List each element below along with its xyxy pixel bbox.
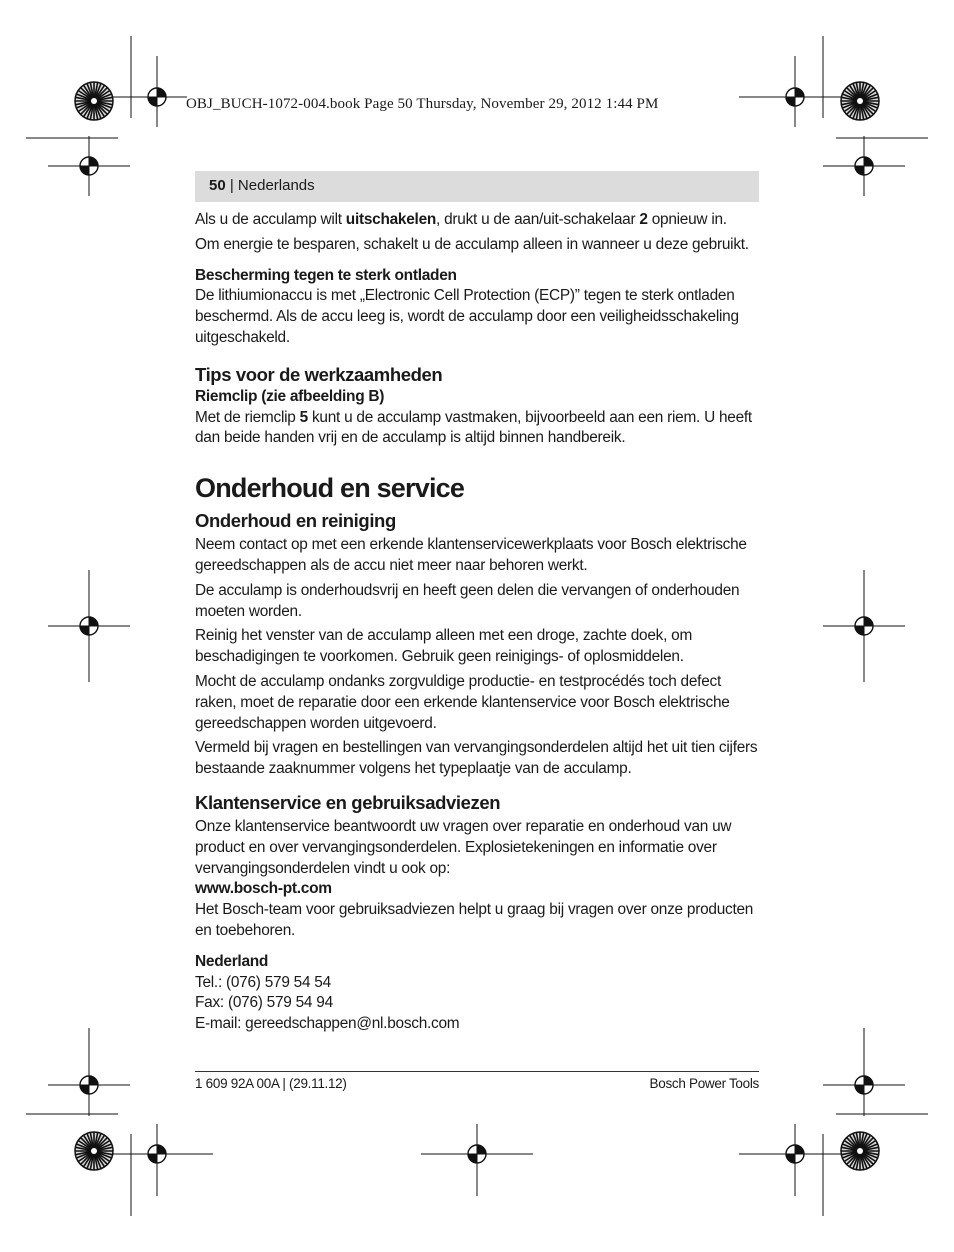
contact-country: Nederland — [195, 952, 269, 970]
star-target-icon — [841, 1132, 879, 1170]
contact-tel: Tel.: (076) 579 54 54 — [195, 973, 331, 991]
running-header — [195, 171, 759, 202]
save-energy-paragraph: Om energie te besparen, schakelt u de acculamp alleen in wanneer u deze gebruikt. — [195, 235, 749, 253]
page-body — [195, 210, 761, 1035]
header-separator: | — [225, 177, 238, 194]
contact-fax: Fax: (076) 579 54 94 — [195, 994, 333, 1012]
beltclip-heading: Riemclip (zie afbeelding B) — [195, 387, 385, 405]
star-target-icon — [841, 82, 879, 120]
cleaning-paragraph-4: Mocht de acculamp ondanks zorgvuldige productie- en testprocédés toch defect raken, moet de reparatie door een erkende klantenservice voor Bosch elektrische gereedschappen worden uitgevoerd. — [195, 672, 730, 732]
star-target-icon — [75, 1132, 113, 1170]
cleaning-paragraph-3: Reinig het venster van de acculamp alleen met een droge, zachte doek, om beschadigingen te voorkomen. Gebruik geen reinigings- of oplosmiddelen. — [195, 627, 693, 666]
service-team-paragraph: Het Bosch-team voor gebruiksadviezen helpt u graag bij vragen over onze producten en toebehoren. — [195, 901, 754, 939]
maintenance-title: Onderhoud en service — [195, 473, 465, 504]
section-name: Nederlands — [237, 177, 315, 194]
slug-line: OBJ_BUCH-1072-004.book Page 50 Thursday, November 29, 2012 1:44 PM — [186, 96, 659, 112]
beltclip-paragraph: Met de riemclip 5 kunt u de acculamp vastmaken, bijvoorbeeld aan een riem. U heeft dan beide handen vrij en de acculamp is altijd binnen handbereik. — [195, 408, 752, 447]
protection-heading: Bescherming tegen te sterk ontladen — [195, 266, 457, 284]
page-number: 50 — [209, 177, 226, 194]
service-paragraph: Onze klantenservice beantwoordt uw vragen over reparatie en onderhoud van uw product en over vervangingsonderdelen. Explosietekeningen en informatie over vervangingsonderdelen vindt u ook op: — [195, 817, 732, 877]
cleaning-heading: Onderhoud en reiniging — [195, 510, 396, 532]
switch-off-paragraph: Als u de acculamp wilt uitschakelen, drukt u de aan/uit-schakelaar 2 opnieuw in. — [195, 211, 727, 228]
star-target-icon — [75, 82, 113, 120]
footer-brand: Bosch Power Tools — [649, 1076, 759, 1091]
tips-heading: Tips voor de werkzaamheden — [195, 363, 443, 385]
footer-rule — [195, 1071, 759, 1072]
contact-email: E-mail: gereedschappen@nl.bosch.com — [195, 1015, 460, 1033]
cleaning-paragraph-1: Neem contact op met een erkende klantenservicewerkplaats voor Bosch elektrische gereedschappen als de accu niet meer naar behoren werkt. — [195, 536, 747, 574]
service-heading: Klantenservice en gebruiksadviezen — [195, 791, 501, 813]
protection-paragraph: De lithiumionaccu is met „Electronic Cell Protection (ECP)” tegen te sterk ontladen beschermd. Als de accu leeg is, wordt de acculamp door een veiligheidsschakeling uitgeschakeld. — [195, 287, 739, 346]
cleaning-paragraph-5: Vermeld bij vragen en bestellingen van vervangingsonderdelen altijd het uit tien cijfers bestaande zaaknummer volgens het typeplaatje van de acculamp. — [195, 739, 758, 778]
cleaning-paragraph-2: De acculamp is onderhoudsvrij en heeft geen delen die vervangen of onderhouden moeten worden. — [195, 581, 740, 620]
service-url: www.bosch-pt.com — [195, 880, 332, 898]
footer-document-number: 1 609 92A 00A | (29.11.12) — [195, 1076, 347, 1091]
